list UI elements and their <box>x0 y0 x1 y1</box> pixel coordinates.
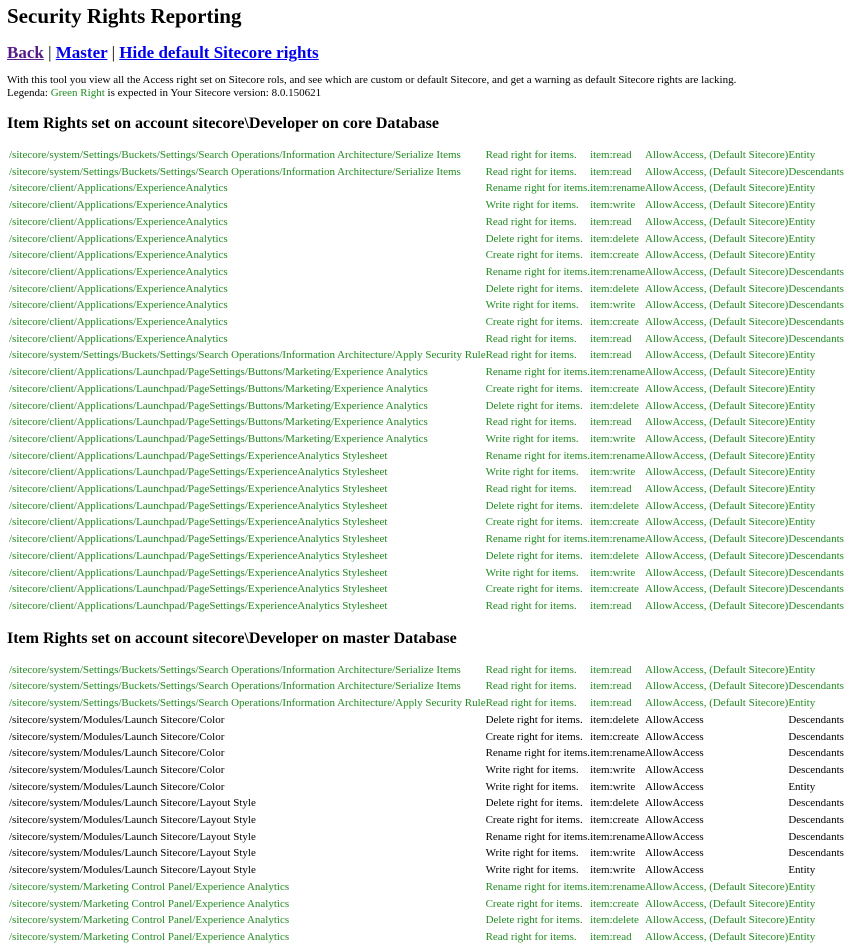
access-type-cell: AllowAccess, (Default Sitecore) <box>645 680 789 693</box>
propagation-scope-cell: Entity <box>788 663 816 676</box>
propagation-scope-cell: Descendants <box>788 583 844 596</box>
permission-cell: item:delete <box>590 797 639 810</box>
permission-cell: item:rename <box>590 747 646 760</box>
table-row <box>7 431 844 448</box>
table-row <box>7 231 844 248</box>
permission-cell: item:rename <box>590 533 646 546</box>
right-description-cell: Delete right for items. <box>485 914 583 927</box>
permission-cell: item:read <box>590 680 632 693</box>
right-description-cell: Write right for items. <box>485 780 579 793</box>
right-description-cell: Rename right for items. <box>485 747 591 760</box>
item-path-cell: /sitecore/client/Applications/ExperienceAnalytics <box>9 332 228 345</box>
permission-cell: item:read <box>590 165 632 178</box>
access-type-cell: AllowAccess, (Default Sitecore) <box>645 549 789 562</box>
propagation-scope-cell: Descendants <box>788 265 844 278</box>
access-type-cell: AllowAccess, (Default Sitecore) <box>645 697 789 710</box>
access-type-cell: AllowAccess, (Default Sitecore) <box>645 663 789 676</box>
table-row <box>7 448 844 465</box>
table-row <box>7 695 844 712</box>
table-row <box>7 147 844 164</box>
table-row <box>7 247 844 264</box>
right-description-cell: Rename right for items. <box>485 449 591 462</box>
propagation-scope-cell: Entity <box>788 232 816 245</box>
item-path-cell: /sitecore/system/Modules/Launch Sitecore/Color <box>9 713 225 726</box>
access-type-cell: AllowAccess, (Default Sitecore) <box>645 432 789 445</box>
propagation-scope-cell: Entity <box>788 516 816 529</box>
table-row <box>7 845 844 862</box>
right-description-cell: Create right for items. <box>485 316 583 329</box>
table-row <box>7 197 844 214</box>
right-description-cell: Read right for items. <box>485 697 577 710</box>
right-description-cell: Write right for items. <box>485 566 579 579</box>
legend-suffix: is expected in Your Sitecore version: 8.0.150621 <box>107 87 322 99</box>
permission-cell: item:delete <box>590 713 639 726</box>
item-path-cell: /sitecore/system/Marketing Control Panel/Experience Analytics <box>9 897 290 910</box>
master-link[interactable]: Master <box>55 43 108 62</box>
access-type-cell: AllowAccess <box>645 830 704 843</box>
table-row <box>7 264 844 281</box>
table-row <box>7 896 844 913</box>
item-path-cell: /sitecore/system/Modules/Launch Sitecore/Layout Style <box>9 847 256 860</box>
propagation-scope-cell: Entity <box>788 399 816 412</box>
propagation-scope-cell: Entity <box>788 880 816 893</box>
propagation-scope-cell: Descendants <box>788 332 844 345</box>
right-description-cell: Create right for items. <box>485 730 583 743</box>
access-type-cell: AllowAccess <box>645 763 704 776</box>
right-description-cell: Rename right for items. <box>485 830 591 843</box>
right-description-cell: Rename right for items. <box>485 880 591 893</box>
propagation-scope-cell: Descendants <box>788 282 844 295</box>
table-row <box>7 862 844 879</box>
permission-cell: item:read <box>590 483 632 496</box>
propagation-scope-cell: Entity <box>788 499 816 512</box>
propagation-scope-cell: Descendants <box>788 165 844 178</box>
legend-green-right: Green Right <box>50 87 105 99</box>
right-description-cell: Write right for items. <box>485 864 579 877</box>
access-type-cell: AllowAccess, (Default Sitecore) <box>645 516 789 529</box>
table-row <box>7 347 844 364</box>
access-type-cell: AllowAccess, (Default Sitecore) <box>645 349 789 362</box>
permission-cell: item:read <box>590 215 632 228</box>
permission-cell: item:write <box>590 299 636 312</box>
propagation-scope-cell: Entity <box>788 182 816 195</box>
access-type-cell: AllowAccess <box>645 780 704 793</box>
access-type-cell: AllowAccess, (Default Sitecore) <box>645 930 789 943</box>
item-path-cell: /sitecore/client/Applications/ExperienceAnalytics <box>9 282 228 295</box>
permission-cell: item:create <box>590 382 639 395</box>
permission-cell: item:read <box>590 663 632 676</box>
hide-default-rights-link[interactable]: Hide default Sitecore rights <box>119 43 319 62</box>
right-description-cell: Read right for items. <box>485 215 577 228</box>
right-description-cell: Read right for items. <box>485 680 577 693</box>
access-type-cell: AllowAccess <box>645 814 704 827</box>
permission-cell: item:rename <box>590 265 646 278</box>
table-row <box>7 331 844 348</box>
access-type-cell: AllowAccess, (Default Sitecore) <box>645 299 789 312</box>
item-path-cell: /sitecore/client/Applications/Launchpad/PageSettings/ExperienceAnalytics Stylesheet <box>9 566 388 579</box>
item-path-cell: /sitecore/client/Applications/Launchpad/PageSettings/ExperienceAnalytics Stylesheet <box>9 499 388 512</box>
permission-cell: item:write <box>590 864 636 877</box>
item-path-cell: /sitecore/system/Settings/Buckets/Settings/Search Operations/Information Architecture/Serialize Items <box>9 663 461 676</box>
access-type-cell: AllowAccess, (Default Sitecore) <box>645 399 789 412</box>
access-type-cell: AllowAccess, (Default Sitecore) <box>645 182 789 195</box>
access-type-cell: AllowAccess, (Default Sitecore) <box>645 416 789 429</box>
table-row <box>7 829 844 846</box>
table-row <box>7 414 844 431</box>
table-row <box>7 779 844 796</box>
access-type-cell: AllowAccess, (Default Sitecore) <box>645 149 789 161</box>
right-description-cell: Write right for items. <box>485 763 579 776</box>
table-row <box>7 164 844 181</box>
propagation-scope-cell: Entity <box>788 483 816 496</box>
permission-cell: item:create <box>590 516 639 529</box>
propagation-scope-cell: Entity <box>788 432 816 445</box>
access-type-cell: AllowAccess, (Default Sitecore) <box>645 382 789 395</box>
permission-cell: item:create <box>590 316 639 329</box>
item-path-cell: /sitecore/client/Applications/Launchpad/PageSettings/Buttons/Marketing/Experience Analytics <box>9 432 428 445</box>
item-path-cell: /sitecore/client/Applications/ExperienceAnalytics <box>9 249 228 262</box>
right-description-cell: Rename right for items. <box>485 265 591 278</box>
right-description-cell: Create right for items. <box>485 382 583 395</box>
access-type-cell: AllowAccess, (Default Sitecore) <box>645 499 789 512</box>
intro-text <box>7 74 836 100</box>
propagation-scope-cell: Entity <box>788 249 816 262</box>
item-path-cell: /sitecore/system/Modules/Launch Sitecore/Color <box>9 747 225 760</box>
right-description-cell: Create right for items. <box>485 897 583 910</box>
item-path-cell: /sitecore/client/Applications/Launchpad/PageSettings/ExperienceAnalytics Stylesheet <box>9 533 388 546</box>
item-path-cell: /sitecore/client/Applications/Launchpad/PageSettings/ExperienceAnalytics Stylesheet <box>9 449 388 462</box>
item-path-cell: /sitecore/client/Applications/Launchpad/PageSettings/ExperienceAnalytics Stylesheet <box>9 549 388 562</box>
access-type-cell: AllowAccess, (Default Sitecore) <box>645 914 789 927</box>
item-path-cell: /sitecore/system/Settings/Buckets/Settings/Search Operations/Information Architecture/Serialize Items <box>9 680 461 693</box>
permission-cell: item:read <box>590 332 632 345</box>
table-row <box>7 548 844 565</box>
permission-cell: item:create <box>590 583 639 596</box>
propagation-scope-cell: Entity <box>788 780 816 793</box>
propagation-scope-cell: Entity <box>788 864 816 877</box>
access-type-cell: AllowAccess, (Default Sitecore) <box>645 466 789 479</box>
permission-cell: item:create <box>590 897 639 910</box>
permission-cell: item:write <box>590 780 636 793</box>
permission-cell: item:read <box>590 930 632 943</box>
right-description-cell: Rename right for items. <box>485 533 591 546</box>
table-row <box>7 214 844 231</box>
item-path-cell: /sitecore/system/Settings/Buckets/Settings/Search Operations/Information Architecture/Apply Security Rule <box>9 697 486 710</box>
propagation-scope-cell: Entity <box>788 449 816 462</box>
table-row <box>7 314 844 331</box>
item-path-cell: /sitecore/client/Applications/ExperienceAnalytics <box>9 316 228 329</box>
right-description-cell: Read right for items. <box>485 165 577 178</box>
propagation-scope-cell: Entity <box>788 199 816 212</box>
permission-cell: item:create <box>590 814 639 827</box>
right-description-cell: Delete right for items. <box>485 499 583 512</box>
legend <box>7 87 836 100</box>
right-description-cell: Delete right for items. <box>485 232 583 245</box>
propagation-scope-cell: Descendants <box>788 814 844 827</box>
item-path-cell: /sitecore/system/Marketing Control Panel/Experience Analytics <box>9 930 290 943</box>
permission-cell: item:write <box>590 466 636 479</box>
table-row <box>7 762 844 779</box>
table-row <box>7 464 844 481</box>
access-type-cell: AllowAccess, (Default Sitecore) <box>645 897 789 910</box>
right-description-cell: Read right for items. <box>485 599 577 612</box>
table-row <box>7 812 844 829</box>
table-row <box>7 531 844 548</box>
table-row <box>7 929 844 946</box>
right-description-cell: Write right for items. <box>485 199 579 212</box>
permission-cell: item:rename <box>590 449 646 462</box>
access-type-cell: AllowAccess, (Default Sitecore) <box>645 165 789 178</box>
propagation-scope-cell: Descendants <box>788 533 844 546</box>
right-description-cell: Delete right for items. <box>485 797 583 810</box>
right-description-cell: Write right for items. <box>485 466 579 479</box>
propagation-scope-cell: Descendants <box>788 680 844 693</box>
table-row <box>7 297 844 314</box>
propagation-scope-cell: Descendants <box>788 599 844 612</box>
table-row <box>7 565 844 582</box>
access-type-cell: AllowAccess, (Default Sitecore) <box>645 265 789 278</box>
access-type-cell: AllowAccess, (Default Sitecore) <box>645 483 789 496</box>
access-type-cell: AllowAccess <box>645 847 704 860</box>
nav-links <box>7 43 836 63</box>
permission-cell: item:rename <box>590 182 646 195</box>
table-row <box>7 514 844 531</box>
item-path-cell: /sitecore/system/Settings/Buckets/Settings/Search Operations/Information Architecture/Serialize Items <box>9 165 461 178</box>
right-description-cell: Read right for items. <box>485 483 577 496</box>
right-description-cell: Create right for items. <box>485 583 583 596</box>
access-type-cell: AllowAccess, (Default Sitecore) <box>645 316 789 329</box>
item-path-cell: /sitecore/system/Marketing Control Panel/Experience Analytics <box>9 880 290 893</box>
access-type-cell: AllowAccess <box>645 713 704 726</box>
table-row <box>7 678 844 695</box>
propagation-scope-cell: Entity <box>788 697 816 710</box>
access-type-cell: AllowAccess, (Default Sitecore) <box>645 332 789 345</box>
permission-cell: item:rename <box>590 366 646 379</box>
item-path-cell: /sitecore/client/Applications/Launchpad/PageSettings/ExperienceAnalytics Stylesheet <box>9 599 388 612</box>
permission-cell: item:rename <box>590 830 646 843</box>
permission-cell: item:write <box>590 199 636 212</box>
access-type-cell: AllowAccess, (Default Sitecore) <box>645 366 789 379</box>
section-heading-core: Item Rights set on account sitecore\Developer on core Database <box>7 115 439 132</box>
table-row <box>7 581 844 598</box>
item-path-cell: /sitecore/client/Applications/ExperienceAnalytics <box>9 232 228 245</box>
right-description-cell: Read right for items. <box>485 663 577 676</box>
access-type-cell: AllowAccess <box>645 747 704 760</box>
item-path-cell: /sitecore/client/Applications/ExperienceAnalytics <box>9 199 228 212</box>
item-path-cell: /sitecore/client/Applications/ExperienceAnalytics <box>9 265 228 278</box>
access-type-cell: AllowAccess, (Default Sitecore) <box>645 232 789 245</box>
right-description-cell: Delete right for items. <box>485 282 583 295</box>
propagation-scope-cell: Entity <box>788 215 816 228</box>
propagation-scope-cell: Descendants <box>788 549 844 562</box>
permission-cell: item:rename <box>590 880 646 893</box>
nav-separator: | <box>111 43 116 62</box>
access-type-cell: AllowAccess, (Default Sitecore) <box>645 566 789 579</box>
right-description-cell: Read right for items. <box>485 332 577 345</box>
table-row <box>7 879 844 896</box>
right-description-cell: Read right for items. <box>485 349 577 362</box>
permission-cell: item:read <box>590 416 632 429</box>
access-type-cell: AllowAccess, (Default Sitecore) <box>645 449 789 462</box>
access-type-cell: AllowAccess <box>645 797 704 810</box>
propagation-scope-cell: Entity <box>788 416 816 429</box>
item-path-cell: /sitecore/system/Marketing Control Panel/Experience Analytics <box>9 914 290 927</box>
nav-separator: | <box>48 43 52 62</box>
permission-cell: item:delete <box>590 399 639 412</box>
propagation-scope-cell: Descendants <box>788 566 844 579</box>
propagation-scope-cell: Entity <box>788 349 816 362</box>
item-path-cell: /sitecore/system/Settings/Buckets/Settings/Search Operations/Information Architecture/Apply Security Rule <box>9 349 486 362</box>
item-path-cell: /sitecore/system/Modules/Launch Sitecore/Layout Style <box>9 864 256 877</box>
access-type-cell: AllowAccess, (Default Sitecore) <box>645 282 789 295</box>
rights-table-master <box>7 662 844 946</box>
table-row <box>7 598 844 615</box>
propagation-scope-cell: Descendants <box>788 730 844 743</box>
propagation-scope-cell: Descendants <box>788 747 844 760</box>
table-row <box>7 398 844 415</box>
right-description-cell: Read right for items. <box>485 416 577 429</box>
table-row <box>7 912 844 929</box>
propagation-scope-cell: Descendants <box>788 713 844 726</box>
item-path-cell: /sitecore/client/Applications/Launchpad/PageSettings/Buttons/Marketing/Experience Analytics <box>9 382 428 395</box>
access-type-cell: AllowAccess, (Default Sitecore) <box>645 215 789 228</box>
permission-cell: item:delete <box>590 232 639 245</box>
right-description-cell: Rename right for items. <box>485 182 591 195</box>
propagation-scope-cell: Entity <box>788 382 816 395</box>
right-description-cell: Create right for items. <box>485 516 583 529</box>
item-path-cell: /sitecore/system/Modules/Launch Sitecore/Layout Style <box>9 830 256 843</box>
permission-cell: item:delete <box>590 499 639 512</box>
permission-cell: item:read <box>590 697 632 710</box>
permission-cell: item:delete <box>590 914 639 927</box>
permission-cell: item:write <box>590 432 636 445</box>
access-type-cell: AllowAccess, (Default Sitecore) <box>645 533 789 546</box>
table-row <box>7 712 844 729</box>
permission-cell: item:read <box>590 599 632 612</box>
propagation-scope-cell: Entity <box>788 930 816 943</box>
table-row <box>7 729 844 746</box>
section-heading-master: Item Rights set on account sitecore\Developer on master Database <box>7 629 457 647</box>
item-path-cell: /sitecore/client/Applications/Launchpad/PageSettings/ExperienceAnalytics Stylesheet <box>9 516 388 529</box>
permission-cell: item:delete <box>590 282 639 295</box>
permission-cell: item:write <box>590 847 636 860</box>
propagation-scope-cell: Entity <box>788 366 816 379</box>
item-path-cell: /sitecore/system/Modules/Launch Sitecore/Layout Style <box>9 814 256 827</box>
item-path-cell: /sitecore/client/Applications/Launchpad/PageSettings/Buttons/Marketing/Experience Analytics <box>9 416 428 429</box>
item-path-cell: /sitecore/client/Applications/ExperienceAnalytics <box>9 182 228 195</box>
access-type-cell: AllowAccess, (Default Sitecore) <box>645 880 789 893</box>
propagation-scope-cell: Entity <box>788 466 816 479</box>
legend-prefix: Legenda: <box>7 87 48 99</box>
item-path-cell: /sitecore/client/Applications/Launchpad/PageSettings/Buttons/Marketing/Experience Analytics <box>9 399 428 412</box>
right-description-cell: Write right for items. <box>485 847 579 860</box>
item-path-cell: /sitecore/client/Applications/ExperienceAnalytics <box>9 215 228 228</box>
item-path-cell: /sitecore/client/Applications/Launchpad/PageSettings/ExperienceAnalytics Stylesheet <box>9 483 388 496</box>
right-description-cell: Delete right for items. <box>485 713 583 726</box>
propagation-scope-cell: Descendants <box>788 797 844 810</box>
permission-cell: item:write <box>590 566 636 579</box>
table-row <box>7 498 844 515</box>
item-path-cell: /sitecore/client/Applications/ExperienceAnalytics <box>9 299 228 312</box>
back-link[interactable]: Back <box>7 43 44 62</box>
item-path-cell: /sitecore/system/Modules/Launch Sitecore/Color <box>9 730 225 743</box>
access-type-cell: AllowAccess <box>645 864 704 877</box>
table-row <box>7 364 844 381</box>
right-description-cell: Write right for items. <box>485 299 579 312</box>
item-path-cell: /sitecore/system/Modules/Launch Sitecore/Color <box>9 780 225 793</box>
access-type-cell: AllowAccess, (Default Sitecore) <box>645 199 789 212</box>
propagation-scope-cell: Descendants <box>788 847 844 860</box>
propagation-scope-cell: Descendants <box>788 763 844 776</box>
item-path-cell: /sitecore/client/Applications/Launchpad/PageSettings/ExperienceAnalytics Stylesheet <box>9 583 388 596</box>
page-title: Security Rights Reporting <box>7 4 242 28</box>
permission-cell: item:create <box>590 249 639 262</box>
right-description-cell: Delete right for items. <box>485 399 583 412</box>
propagation-scope-cell: Entity <box>788 149 816 161</box>
propagation-scope-cell: Entity <box>788 897 816 910</box>
propagation-scope-cell: Descendants <box>788 299 844 312</box>
rights-table-core <box>7 147 844 615</box>
right-description-cell: Write right for items. <box>485 432 579 445</box>
right-description-cell: Create right for items. <box>485 249 583 262</box>
table-row <box>7 180 844 197</box>
table-row <box>7 795 844 812</box>
access-type-cell: AllowAccess, (Default Sitecore) <box>645 599 789 612</box>
access-type-cell: AllowAccess <box>645 730 704 743</box>
access-type-cell: AllowAccess, (Default Sitecore) <box>645 249 789 262</box>
propagation-scope-cell: Descendants <box>788 830 844 843</box>
permission-cell: item:read <box>590 349 632 362</box>
permission-cell: item:create <box>590 730 639 743</box>
item-path-cell: /sitecore/client/Applications/Launchpad/PageSettings/Buttons/Marketing/Experience Analytics <box>9 366 428 379</box>
permission-cell: item:write <box>590 763 636 776</box>
access-type-cell: AllowAccess, (Default Sitecore) <box>645 583 789 596</box>
propagation-scope-cell: Descendants <box>788 316 844 329</box>
table-row <box>7 662 844 679</box>
table-row <box>7 281 844 298</box>
table-row <box>7 481 844 498</box>
item-path-cell: /sitecore/system/Modules/Launch Sitecore/Layout Style <box>9 797 256 810</box>
item-path-cell: /sitecore/system/Settings/Buckets/Settings/Search Operations/Information Architecture/Serialize Items <box>9 149 461 161</box>
permission-cell: item:read <box>590 149 632 161</box>
right-description-cell: Delete right for items. <box>485 549 583 562</box>
right-description-cell: Rename right for items. <box>485 366 591 379</box>
table-row <box>7 381 844 398</box>
right-description-cell: Read right for items. <box>485 149 577 161</box>
propagation-scope-cell: Entity <box>788 914 816 927</box>
right-description-cell: Create right for items. <box>485 814 583 827</box>
item-path-cell: /sitecore/client/Applications/Launchpad/PageSettings/ExperienceAnalytics Stylesheet <box>9 466 388 479</box>
intro-description: With this tool you view all the Access right set on Sitecore rols, and see which are custom or default Sitecore, and get a warning as default Sitecore rights are lacking. <box>7 74 737 86</box>
right-description-cell: Read right for items. <box>485 930 577 943</box>
permission-cell: item:delete <box>590 549 639 562</box>
item-path-cell: /sitecore/system/Modules/Launch Sitecore/Color <box>9 763 225 776</box>
table-row <box>7 745 844 762</box>
